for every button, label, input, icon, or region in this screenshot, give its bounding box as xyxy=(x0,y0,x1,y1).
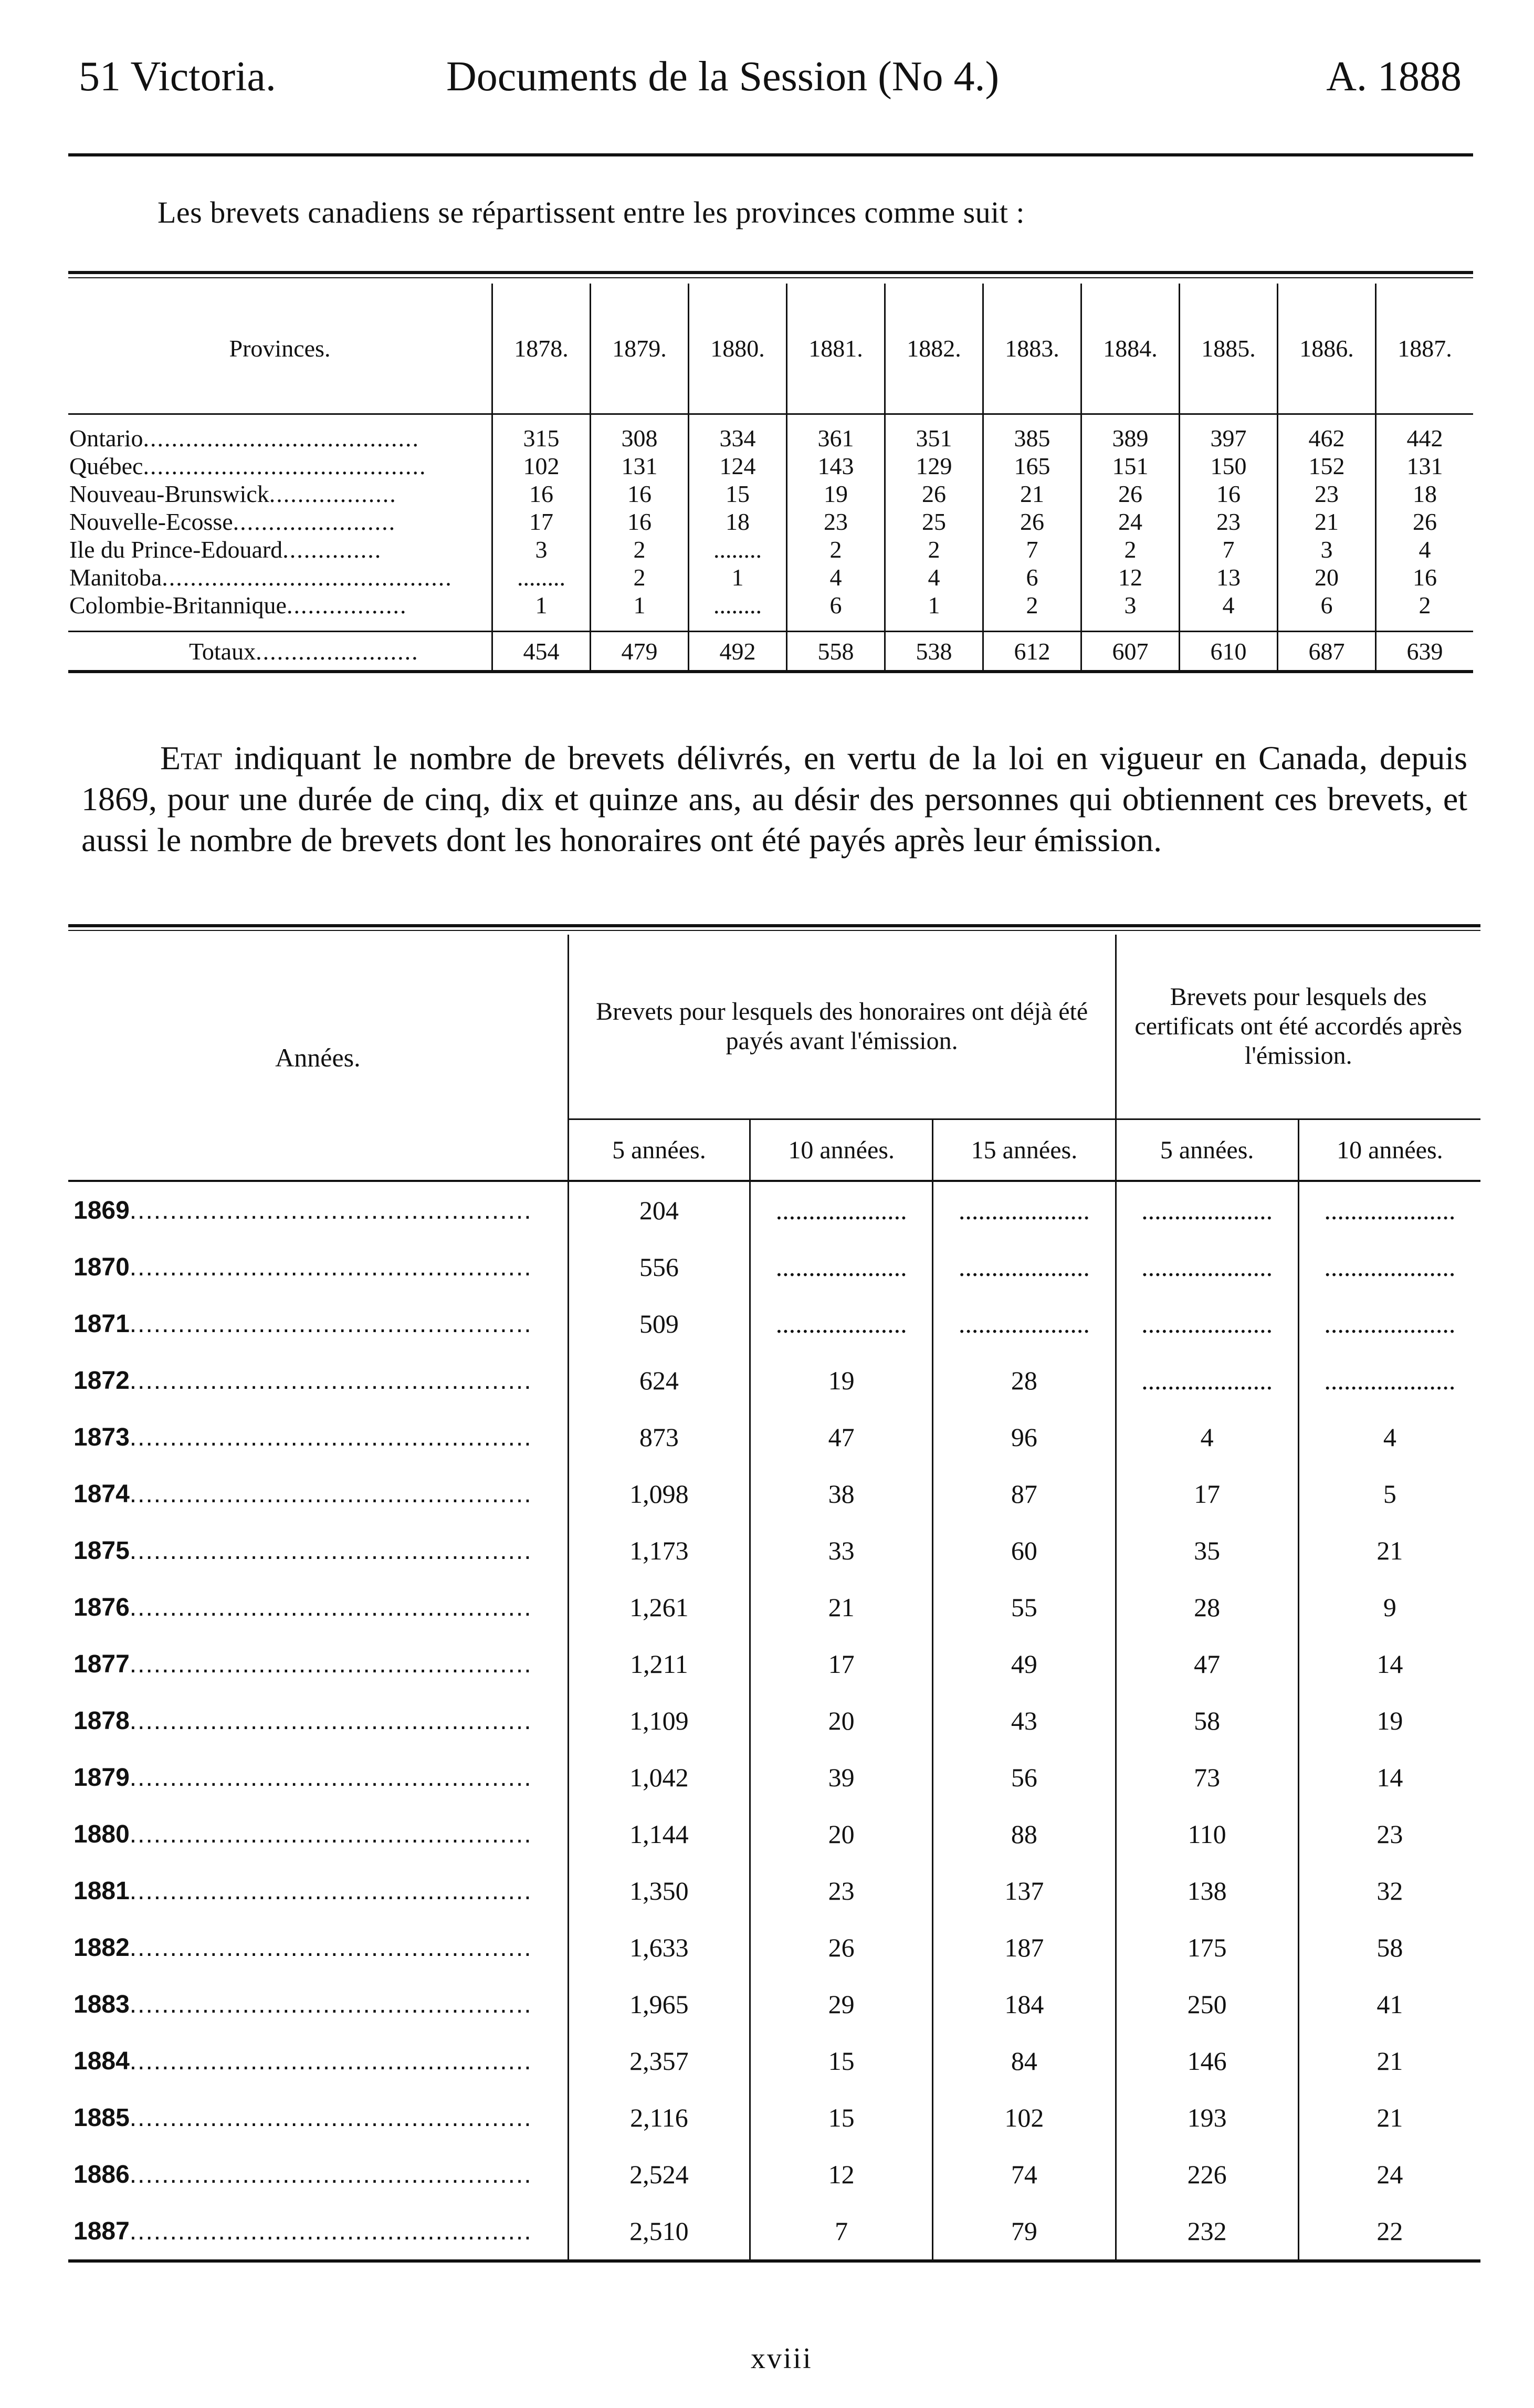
year-header: 1887. xyxy=(1376,284,1474,414)
totals-row: Totaux....................... 454 479 492 558 538 612 607 610 687 639 xyxy=(68,632,1473,672)
province-value: ........ xyxy=(689,591,787,619)
province-name: Nouvelle-Ecosse xyxy=(69,508,233,535)
province-value: 6 xyxy=(1278,591,1376,619)
province-value: 4 xyxy=(885,563,983,591)
patents-table-body xyxy=(68,1181,1480,2261)
value-15-years: 28 xyxy=(933,1352,1116,1409)
year-label: 1877 xyxy=(73,1650,130,1678)
year-label: 1870 xyxy=(73,1253,130,1281)
province-value: 18 xyxy=(1376,480,1474,508)
value-5-years: 1,098 xyxy=(568,1465,750,1522)
total-value: 610 xyxy=(1180,632,1278,672)
year-row: 1882.................................................. 1,633 26 187 175 58 xyxy=(68,1919,1480,1976)
value-5-years: 1,261 xyxy=(568,1579,750,1636)
subheader-cert-5-years: 5 années. xyxy=(1116,1119,1298,1181)
value-5-years: 2,524 xyxy=(568,2146,750,2203)
province-value: 16 xyxy=(492,480,591,508)
province-value: 131 xyxy=(1376,452,1474,480)
province-row: Ile du Prince-Edouard.............. 3 2 ........ 2 2 7 2 7 3 4 xyxy=(68,536,1473,563)
value-10-years: 39 xyxy=(750,1749,933,1806)
value-10-years: 12 xyxy=(750,2146,933,2203)
provinces-column-header: Provinces. xyxy=(68,284,492,414)
year-row: 1881.................................................. 1,350 23 137 138 32 xyxy=(68,1862,1480,1919)
province-value: 26 xyxy=(983,508,1081,536)
year-row: 1873.................................................. 873 47 96 4 4 xyxy=(68,1409,1480,1465)
header-right: A. 1888 xyxy=(1326,54,1462,100)
value-15-years: .................... xyxy=(933,1181,1116,1239)
value-10-years: 15 xyxy=(750,2089,933,2146)
province-value: 16 xyxy=(591,508,689,536)
value-10-years: .................... xyxy=(750,1181,933,1239)
cert-10-years: .................... xyxy=(1298,1239,1480,1295)
province-value: 25 xyxy=(885,508,983,536)
year-label: 1876 xyxy=(73,1593,130,1621)
cert-10-years: 24 xyxy=(1298,2146,1480,2203)
province-name: Ontario xyxy=(69,425,143,452)
year-label: 1880 xyxy=(73,1820,130,1848)
year-label: 1886 xyxy=(73,2160,130,2189)
province-value: 151 xyxy=(1081,452,1180,480)
page-folio: xviii xyxy=(751,2342,813,2375)
province-value: 21 xyxy=(983,480,1081,508)
year-row: 1885.................................................. 2,116 15 102 193 21 xyxy=(68,2089,1480,2146)
value-10-years: 7 xyxy=(750,2203,933,2261)
province-value: 129 xyxy=(885,452,983,480)
value-5-years: 1,042 xyxy=(568,1749,750,1806)
province-value: 315 xyxy=(492,414,591,453)
province-row: Colombie-Britannique................. 1 1 ........ 6 1 2 3 4 6 2 xyxy=(68,591,1473,619)
year-header: 1881. xyxy=(787,284,885,414)
value-15-years: 84 xyxy=(933,2033,1116,2089)
province-value: 462 xyxy=(1278,414,1376,453)
cert-5-years: 4 xyxy=(1116,1409,1298,1465)
total-value: 454 xyxy=(492,632,591,672)
cert-5-years: 232 xyxy=(1116,2203,1298,2261)
cert-5-years: 110 xyxy=(1116,1806,1298,1862)
table2-top-rule-thin xyxy=(68,930,1480,931)
province-value: 26 xyxy=(885,480,983,508)
year-label: 1869 xyxy=(73,1196,130,1224)
table1-top-rule-thin xyxy=(68,277,1473,278)
value-10-years: 38 xyxy=(750,1465,933,1522)
province-value: 24 xyxy=(1081,508,1180,536)
value-15-years: 102 xyxy=(933,2089,1116,2146)
value-15-years: 79 xyxy=(933,2203,1116,2261)
province-value: 385 xyxy=(983,414,1081,453)
value-10-years: 23 xyxy=(750,1862,933,1919)
total-value: 607 xyxy=(1081,632,1180,672)
total-value: 612 xyxy=(983,632,1081,672)
year-label: 1875 xyxy=(73,1536,130,1565)
cert-10-years: 14 xyxy=(1298,1636,1480,1692)
year-label: 1878 xyxy=(73,1706,130,1735)
province-value: ........ xyxy=(689,536,787,563)
cert-10-years: 22 xyxy=(1298,2203,1480,2261)
subheader-cert-10-years: 10 années. xyxy=(1298,1119,1480,1181)
province-value: 6 xyxy=(787,591,885,619)
cert-5-years: .................... xyxy=(1116,1352,1298,1409)
cert-5-years: 138 xyxy=(1116,1862,1298,1919)
value-5-years: 556 xyxy=(568,1239,750,1295)
year-header: 1882. xyxy=(885,284,983,414)
subheader-5-years: 5 années. xyxy=(568,1119,750,1181)
province-value: 3 xyxy=(492,536,591,563)
cert-5-years: 193 xyxy=(1116,2089,1298,2146)
year-label: 1882 xyxy=(73,1933,130,1962)
year-header: 1880. xyxy=(689,284,787,414)
value-5-years: 1,965 xyxy=(568,1976,750,2033)
year-row: 1886.................................................. 2,524 12 74 226 24 xyxy=(68,2146,1480,2203)
year-row: 1872.................................................. 624 19 28 .................... .................... xyxy=(68,1352,1480,1409)
cert-10-years: 21 xyxy=(1298,1522,1480,1579)
value-15-years: 87 xyxy=(933,1465,1116,1522)
value-10-years: 19 xyxy=(750,1352,933,1409)
province-value: 16 xyxy=(591,480,689,508)
header-left: 51 Victoria. xyxy=(79,54,276,100)
province-name: Manitoba xyxy=(69,564,162,591)
cert-5-years: 175 xyxy=(1116,1919,1298,1976)
year-header: 1885. xyxy=(1180,284,1278,414)
statement-lead-word: Etat xyxy=(160,739,222,777)
provinces-table xyxy=(68,284,1473,673)
province-value: 23 xyxy=(1278,480,1376,508)
year-label: 1887 xyxy=(73,2217,130,2245)
province-value: 1 xyxy=(492,591,591,619)
patents-duration-table xyxy=(68,935,1480,2263)
value-15-years: .................... xyxy=(933,1239,1116,1295)
value-5-years: 509 xyxy=(568,1295,750,1352)
value-10-years: 21 xyxy=(750,1579,933,1636)
year-row: 1870.................................................. 556 .................... .................... .................... .................... xyxy=(68,1239,1480,1295)
province-value: 4 xyxy=(1180,591,1278,619)
value-5-years: 1,633 xyxy=(568,1919,750,1976)
header-center: Documents de la Session (No 4.) xyxy=(446,54,1000,100)
year-row: 1884.................................................. 2,357 15 84 146 21 xyxy=(68,2033,1480,2089)
value-5-years: 624 xyxy=(568,1352,750,1409)
province-value: 7 xyxy=(983,536,1081,563)
cert-5-years: 35 xyxy=(1116,1522,1298,1579)
province-value: 102 xyxy=(492,452,591,480)
group-header-fees-paid: Brevets pour lesquels des honoraires ont déjà été payés avant l'émission. xyxy=(568,935,1116,1119)
value-5-years: 204 xyxy=(568,1181,750,1239)
cert-5-years: 73 xyxy=(1116,1749,1298,1806)
year-header: 1884. xyxy=(1081,284,1180,414)
province-value: 3 xyxy=(1081,591,1180,619)
cert-10-years: 21 xyxy=(1298,2033,1480,2089)
province-value: 2 xyxy=(1376,591,1474,619)
years-column-header: Années. xyxy=(68,935,568,1181)
cert-5-years: 58 xyxy=(1116,1692,1298,1749)
province-row: Manitoba......................................... ........ 2 1 4 4 6 12 13 20 16 xyxy=(68,563,1473,591)
province-value: 124 xyxy=(689,452,787,480)
province-value: 361 xyxy=(787,414,885,453)
year-label: 1885 xyxy=(73,2103,130,2132)
statement-text: indiquant le nombre de brevets délivrés, en vertu de la loi en vigueur en Canada, depuis 1869, pour une durée de cinq, dix et quinze ans, au désir des personnes qui obtiennent ces brevets, et aussi le nombre de brevets dont les honoraires ont été payés après leur émission. xyxy=(81,739,1467,858)
province-value: 351 xyxy=(885,414,983,453)
province-value: 2 xyxy=(591,563,689,591)
province-row: Nouvelle-Ecosse....................... 17 16 18 23 25 26 24 23 21 26 xyxy=(68,508,1473,536)
value-5-years: 1,211 xyxy=(568,1636,750,1692)
year-row: 1879.................................................. 1,042 39 56 73 14 xyxy=(68,1749,1480,1806)
cert-10-years: 32 xyxy=(1298,1862,1480,1919)
year-label: 1884 xyxy=(73,2047,130,2075)
province-name: Québec xyxy=(69,453,143,479)
year-header: 1878. xyxy=(492,284,591,414)
province-value: 1 xyxy=(885,591,983,619)
header-rule xyxy=(68,153,1473,156)
province-value: 26 xyxy=(1376,508,1474,536)
value-10-years: .................... xyxy=(750,1295,933,1352)
value-15-years: 96 xyxy=(933,1409,1116,1465)
province-name: Colombie-Britannique xyxy=(69,592,287,619)
province-value: 3 xyxy=(1278,536,1376,563)
cert-5-years: .................... xyxy=(1116,1181,1298,1239)
province-value: 152 xyxy=(1278,452,1376,480)
value-10-years: .................... xyxy=(750,1239,933,1295)
value-10-years: 17 xyxy=(750,1636,933,1692)
year-row: 1874.................................................. 1,098 38 87 17 5 xyxy=(68,1465,1480,1522)
province-value: 334 xyxy=(689,414,787,453)
cert-10-years: .................... xyxy=(1298,1352,1480,1409)
province-value: 1 xyxy=(689,563,787,591)
year-label: 1873 xyxy=(73,1423,130,1451)
province-value: 131 xyxy=(591,452,689,480)
province-value: 2 xyxy=(1081,536,1180,563)
cert-5-years: 28 xyxy=(1116,1579,1298,1636)
province-value: 4 xyxy=(787,563,885,591)
value-15-years: 184 xyxy=(933,1976,1116,2033)
total-value: 479 xyxy=(591,632,689,672)
value-5-years: 1,144 xyxy=(568,1806,750,1862)
province-row: Ontario....................................... 315 308 334 361 351 385 389 397 462 442 xyxy=(68,414,1473,453)
subheader-10-years: 10 années. xyxy=(750,1119,933,1181)
year-row: 1878.................................................. 1,109 20 43 58 19 xyxy=(68,1692,1480,1749)
cert-5-years: 146 xyxy=(1116,2033,1298,2089)
value-5-years: 2,116 xyxy=(568,2089,750,2146)
value-10-years: 15 xyxy=(750,2033,933,2089)
year-header: 1879. xyxy=(591,284,689,414)
year-row: 1877.................................................. 1,211 17 49 47 14 xyxy=(68,1636,1480,1692)
province-value: 6 xyxy=(983,563,1081,591)
year-header: 1883. xyxy=(983,284,1081,414)
year-row: 1883.................................................. 1,965 29 184 250 41 xyxy=(68,1976,1480,2033)
value-15-years: 56 xyxy=(933,1749,1116,1806)
total-value: 558 xyxy=(787,632,885,672)
total-value: 538 xyxy=(885,632,983,672)
value-15-years: 74 xyxy=(933,2146,1116,2203)
cert-10-years: 21 xyxy=(1298,2089,1480,2146)
province-row: Québec........................................ 102 131 124 143 129 165 151 150 152 131 xyxy=(68,452,1473,480)
year-row: 1876.................................................. 1,261 21 55 28 9 xyxy=(68,1579,1480,1636)
totals-label: Totaux xyxy=(189,637,256,665)
province-value: 18 xyxy=(689,508,787,536)
province-value: 17 xyxy=(492,508,591,536)
province-value: 20 xyxy=(1278,563,1376,591)
total-value: 687 xyxy=(1278,632,1376,672)
value-10-years: 20 xyxy=(750,1692,933,1749)
year-row: 1880.................................................. 1,144 20 88 110 23 xyxy=(68,1806,1480,1862)
cert-5-years: 226 xyxy=(1116,2146,1298,2203)
cert-5-years: .................... xyxy=(1116,1295,1298,1352)
value-15-years: 43 xyxy=(933,1692,1116,1749)
value-10-years: 33 xyxy=(750,1522,933,1579)
cert-10-years: 9 xyxy=(1298,1579,1480,1636)
cert-5-years: 47 xyxy=(1116,1636,1298,1692)
cert-5-years: 17 xyxy=(1116,1465,1298,1522)
province-value: 23 xyxy=(787,508,885,536)
subheader-15-years: 15 années. xyxy=(933,1119,1116,1181)
province-value: 389 xyxy=(1081,414,1180,453)
value-10-years: 47 xyxy=(750,1409,933,1465)
province-value: 308 xyxy=(591,414,689,453)
province-value: 12 xyxy=(1081,563,1180,591)
value-15-years: 49 xyxy=(933,1636,1116,1692)
value-15-years: 137 xyxy=(933,1862,1116,1919)
province-value: 7 xyxy=(1180,536,1278,563)
province-value: 19 xyxy=(787,480,885,508)
year-row: 1875.................................................. 1,173 33 60 35 21 xyxy=(68,1522,1480,1579)
province-value: 442 xyxy=(1376,414,1474,453)
value-5-years: 2,357 xyxy=(568,2033,750,2089)
table2-top-rule xyxy=(68,924,1480,927)
year-label: 1881 xyxy=(73,1877,130,1905)
value-10-years: 29 xyxy=(750,1976,933,2033)
value-5-years: 1,173 xyxy=(568,1522,750,1579)
province-value: 23 xyxy=(1180,508,1278,536)
province-value: 21 xyxy=(1278,508,1376,536)
intro-text: Les brevets canadiens se répartissent entre les provinces comme suit : xyxy=(157,195,1025,229)
province-value: 143 xyxy=(787,452,885,480)
province-value: 4 xyxy=(1376,536,1474,563)
province-value: ........ xyxy=(492,563,591,591)
province-row: Nouveau-Brunswick.................. 16 16 15 19 26 21 26 16 23 18 xyxy=(68,480,1473,508)
province-value: 1 xyxy=(591,591,689,619)
province-name: Nouveau-Brunswick xyxy=(69,480,269,507)
province-value: 15 xyxy=(689,480,787,508)
value-15-years: 187 xyxy=(933,1919,1116,1976)
value-15-years: 55 xyxy=(933,1579,1116,1636)
cert-10-years: 58 xyxy=(1298,1919,1480,1976)
total-value: 492 xyxy=(689,632,787,672)
value-15-years: 88 xyxy=(933,1806,1116,1862)
group-header-certificates: Brevets pour lesquels des certificats ont été accordés après l'émission. xyxy=(1116,935,1480,1119)
cert-10-years: 41 xyxy=(1298,1976,1480,2033)
year-label: 1879 xyxy=(73,1763,130,1792)
province-value: 165 xyxy=(983,452,1081,480)
province-value: 16 xyxy=(1376,563,1474,591)
province-value: 13 xyxy=(1180,563,1278,591)
province-value: 2 xyxy=(885,536,983,563)
province-value: 26 xyxy=(1081,480,1180,508)
cert-10-years: 14 xyxy=(1298,1749,1480,1806)
table1-top-rule xyxy=(68,271,1473,274)
cert-10-years: .................... xyxy=(1298,1181,1480,1239)
year-label: 1871 xyxy=(73,1310,130,1338)
value-10-years: 26 xyxy=(750,1919,933,1976)
cert-10-years: 4 xyxy=(1298,1409,1480,1465)
province-value: 2 xyxy=(591,536,689,563)
cert-10-years: 5 xyxy=(1298,1465,1480,1522)
province-value: 397 xyxy=(1180,414,1278,453)
value-15-years: 60 xyxy=(933,1522,1116,1579)
cert-10-years: 23 xyxy=(1298,1806,1480,1862)
year-label: 1874 xyxy=(73,1480,130,1508)
year-header: 1886. xyxy=(1278,284,1376,414)
province-name: Ile du Prince-Edouard xyxy=(69,536,283,563)
province-value: 2 xyxy=(787,536,885,563)
year-row: 1887.................................................. 2,510 7 79 232 22 xyxy=(68,2203,1480,2261)
province-value: 2 xyxy=(983,591,1081,619)
province-value: 150 xyxy=(1180,452,1278,480)
total-separator xyxy=(68,619,1473,632)
year-label: 1872 xyxy=(73,1366,130,1395)
year-row: 1869.................................................. 204 .................... .................... .................... .................... xyxy=(68,1181,1480,1239)
value-5-years: 1,109 xyxy=(568,1692,750,1749)
value-5-years: 2,510 xyxy=(568,2203,750,2261)
cert-5-years: .................... xyxy=(1116,1239,1298,1295)
cert-10-years: 19 xyxy=(1298,1692,1480,1749)
statement-paragraph xyxy=(81,738,1467,861)
value-5-years: 1,350 xyxy=(568,1862,750,1919)
year-label: 1883 xyxy=(73,1990,130,2018)
cert-10-years: .................... xyxy=(1298,1295,1480,1352)
provinces-header-row xyxy=(68,284,1473,414)
province-value: 16 xyxy=(1180,480,1278,508)
cert-5-years: 250 xyxy=(1116,1976,1298,2033)
year-row: 1871.................................................. 509 .................... .................... .................... .................... xyxy=(68,1295,1480,1352)
value-10-years: 20 xyxy=(750,1806,933,1862)
value-5-years: 873 xyxy=(568,1409,750,1465)
value-15-years: .................... xyxy=(933,1295,1116,1352)
total-value: 639 xyxy=(1376,632,1474,672)
